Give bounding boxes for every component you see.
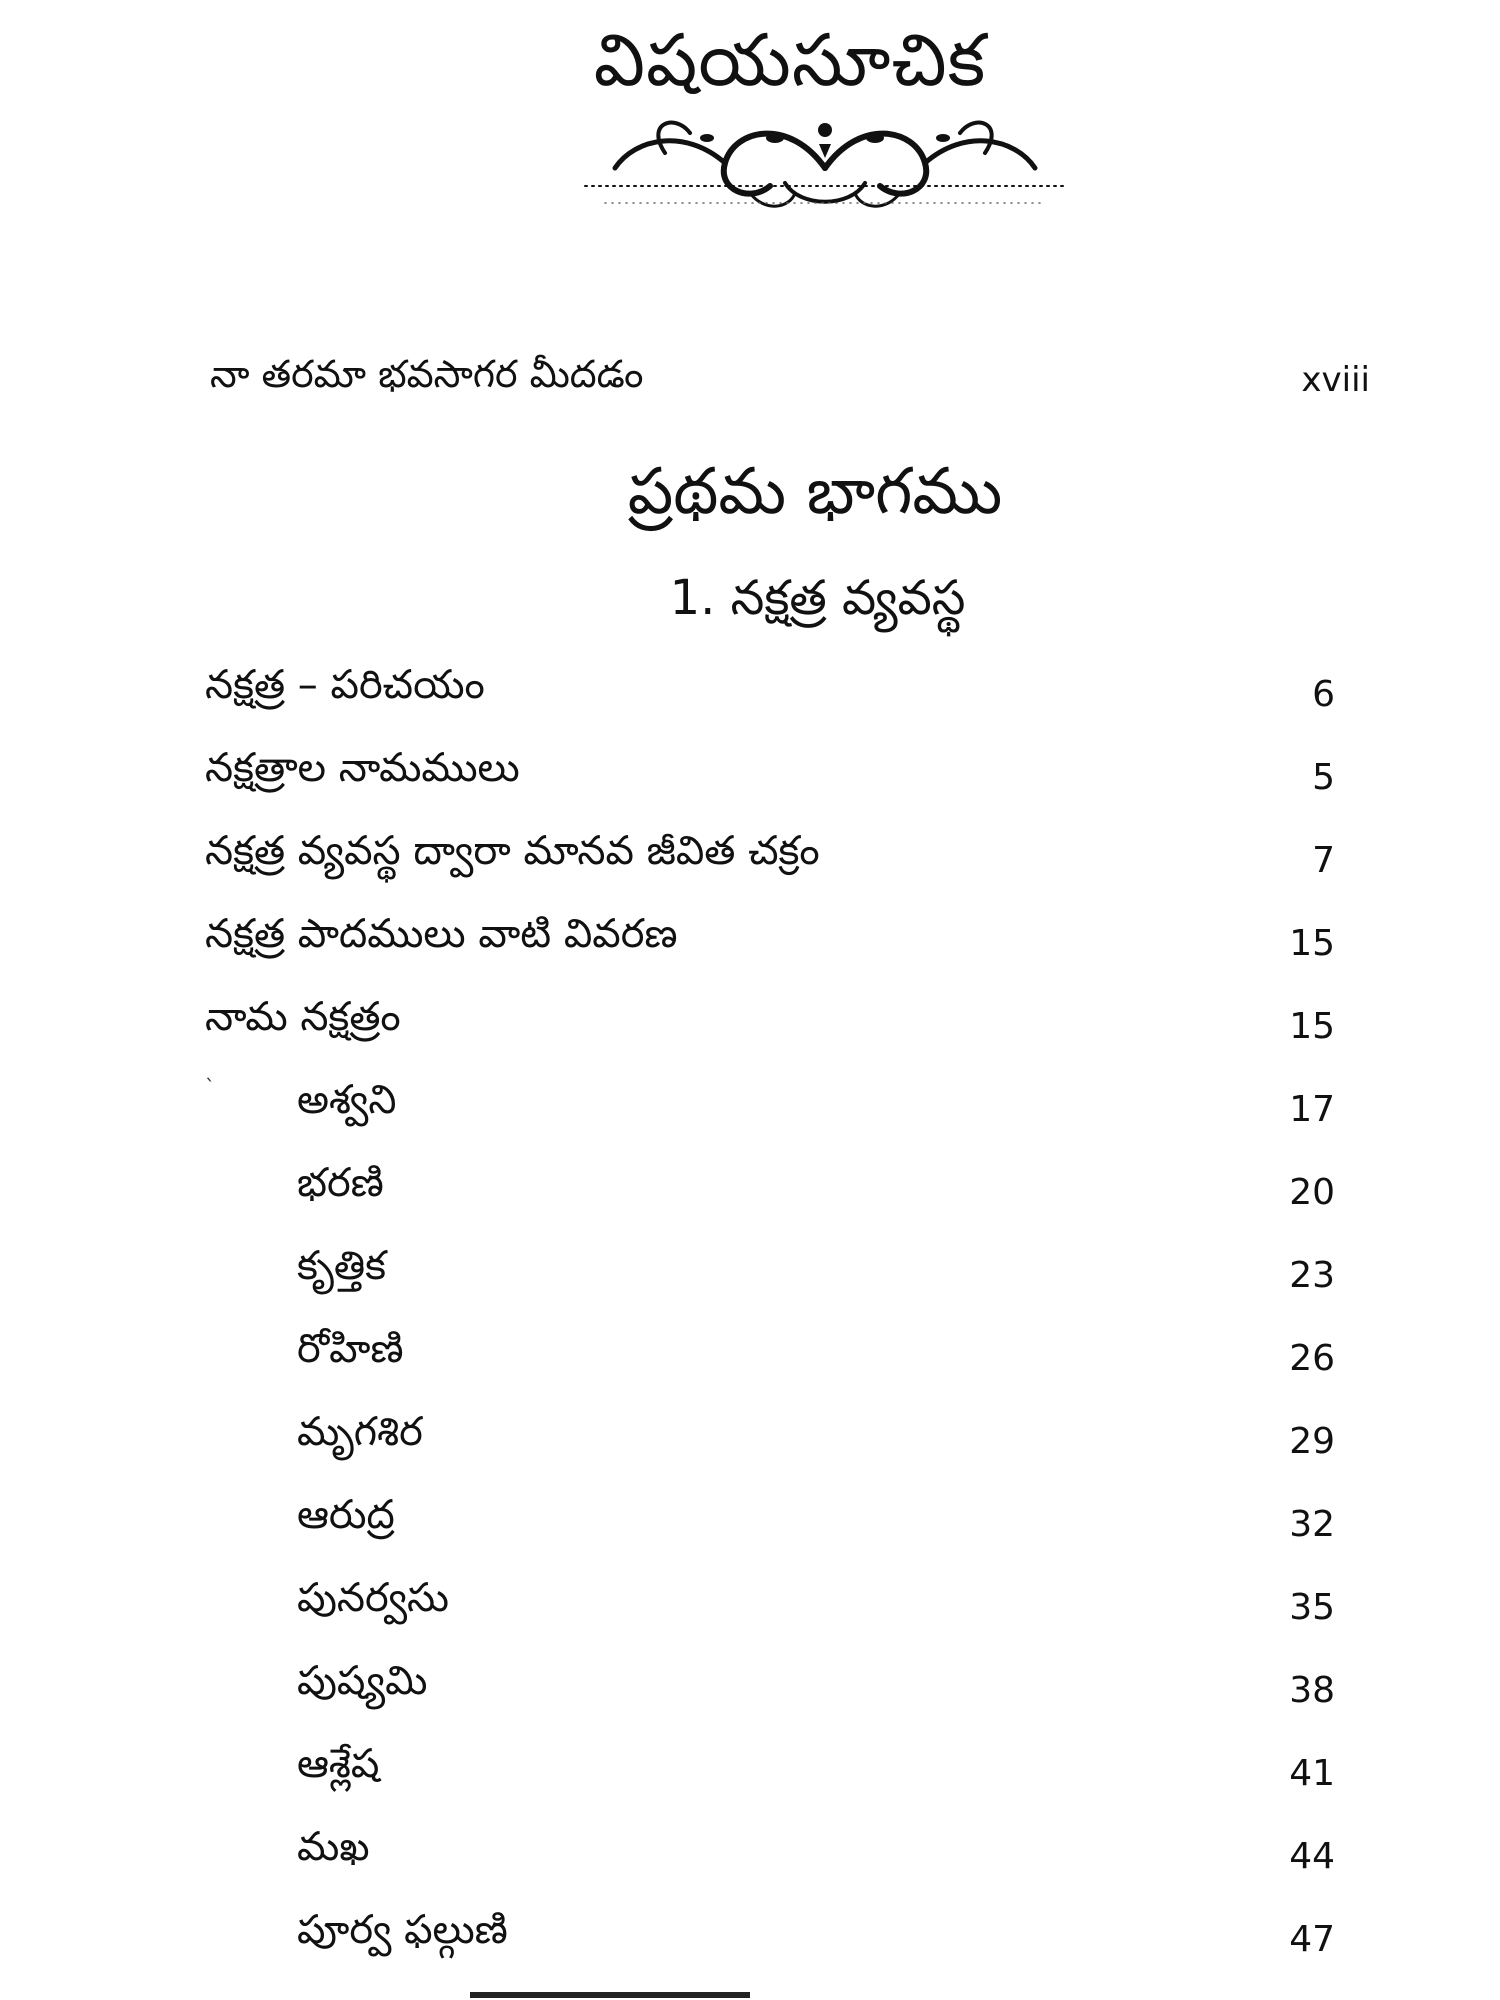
toc-subentry-page: 32 <box>1289 1504 1335 1545</box>
toc-subentry-page: 17 <box>1289 1089 1335 1130</box>
flourish-ornament-icon <box>575 108 1075 218</box>
bottom-rule <box>470 1992 750 1998</box>
toc-subentry-label: మృగశిర <box>297 1409 423 1455</box>
toc-subentry-page: 41 <box>1289 1753 1335 1794</box>
toc-subrow[interactable] <box>205 1824 1335 1907</box>
toc-subentry-label: పూర్వ ఫల్గుణి <box>297 1907 508 1953</box>
toc-entry-page: xviii <box>1301 360 1370 400</box>
toc-entry-page: 7 <box>1312 840 1335 881</box>
toc-entry-page: 6 <box>1312 674 1335 715</box>
toc-entry-label: నక్షత్ర వ్యవస్థ ద్వారా మానవ జీవిత చక్రం <box>205 828 820 874</box>
toc-entry-label: నక్షత్ర – పరిచయం <box>205 662 485 708</box>
toc-subrow[interactable] <box>205 1658 1335 1741</box>
toc-subrow[interactable] <box>205 1243 1335 1326</box>
toc-subentry-page: 35 <box>1289 1587 1335 1628</box>
toc-row[interactable] <box>205 745 1335 828</box>
toc-subentry-label: ఆరుద్ర <box>297 1492 395 1538</box>
toc-subentry-page: 44 <box>1289 1836 1335 1877</box>
toc-subrow[interactable] <box>205 1741 1335 1824</box>
toc-subentry-label: భరణి <box>297 1160 384 1206</box>
toc-subrow[interactable] <box>205 1160 1335 1243</box>
toc-entry-page: 15 <box>1289 923 1335 964</box>
toc-row[interactable] <box>205 662 1335 745</box>
toc-subentry-page: 47 <box>1289 1919 1335 1960</box>
toc-entry-label: నక్షత్ర పాదములు వాటి వివరణ <box>205 911 678 957</box>
page-title: విషయసూచిక <box>593 18 987 102</box>
toc-subentry-page: 20 <box>1289 1172 1335 1213</box>
toc-subentry-page: 26 <box>1289 1338 1335 1379</box>
stray-mark: ` <box>205 1075 215 1099</box>
toc-entry-page: 5 <box>1312 757 1335 798</box>
toc-subentry-label: మఖ <box>297 1824 370 1870</box>
toc-subrow[interactable] <box>205 1326 1335 1409</box>
toc-subrow[interactable] <box>205 1575 1335 1658</box>
toc-subrow[interactable] <box>205 1907 1335 1990</box>
toc-subrow[interactable] <box>205 1409 1335 1492</box>
toc-entry-label: నామ నక్షత్రం <box>205 994 401 1040</box>
toc-entry-label: నా తరమా భవసాగర మీదడం <box>210 352 644 396</box>
toc-row-intro[interactable] <box>210 352 1370 402</box>
toc-entry-label: నక్షత్రాల నామములు <box>205 745 520 791</box>
toc-subentry-page: 29 <box>1289 1421 1335 1462</box>
toc-list <box>205 662 1335 1990</box>
toc-subentry-label: రోహిణి <box>297 1326 404 1372</box>
part-title: ప్రథమ భాగము <box>627 455 1003 529</box>
toc-subentry-label: అశ్వని <box>297 1077 397 1123</box>
toc-subentry-page: 23 <box>1289 1255 1335 1296</box>
toc-row[interactable] <box>205 828 1335 911</box>
toc-subentry-page: 38 <box>1289 1670 1335 1711</box>
chapter-title: 1. నక్షత్ర వ్యవస్థ <box>669 570 966 626</box>
toc-subentry-label: ఆశ్లేష <box>297 1741 380 1787</box>
toc-subrow[interactable] <box>205 1077 1335 1160</box>
toc-subentry-label: పుష్యమి <box>297 1658 428 1704</box>
toc-row[interactable] <box>205 911 1335 994</box>
toc-subrow[interactable] <box>205 1492 1335 1575</box>
toc-subentry-label: కృత్తిక <box>297 1243 387 1289</box>
toc-row[interactable] <box>205 994 1335 1077</box>
toc-subentry-label: పునర్వసు <box>297 1575 449 1621</box>
toc-entry-page: 15 <box>1289 1006 1335 1047</box>
